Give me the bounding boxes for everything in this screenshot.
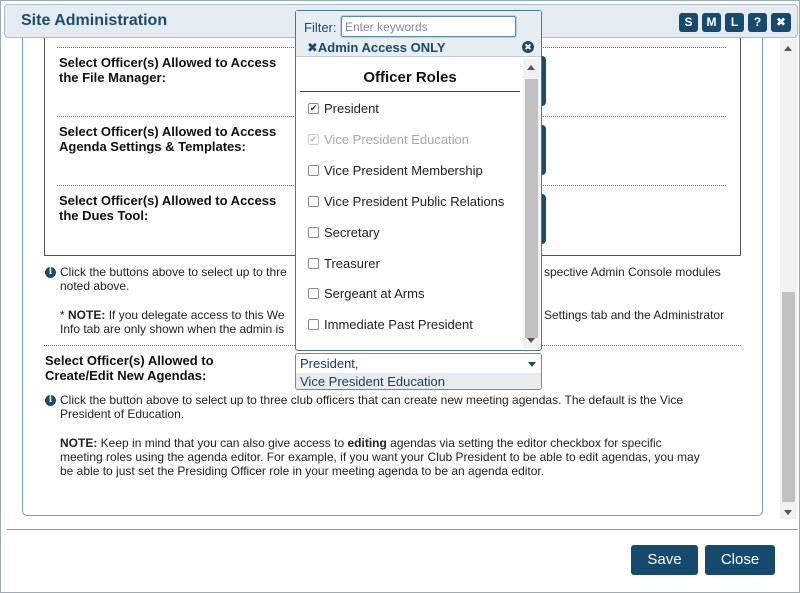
checkbox-icon[interactable] bbox=[308, 258, 319, 269]
info2-line2: President of Education. bbox=[60, 407, 185, 421]
officer-roles-popup bbox=[295, 10, 542, 351]
agenda-settings-label-line1: Select Officer(s) Allowed to Access bbox=[59, 124, 277, 139]
popup-scrollbar-thumb[interactable] bbox=[525, 79, 538, 338]
file-manager-label bbox=[59, 55, 276, 85]
size-small-button[interactable]: S bbox=[679, 13, 698, 32]
size-medium-button[interactable]: M bbox=[702, 13, 721, 32]
officer-option-label: Sergeant at Arms bbox=[324, 286, 425, 301]
info-icon: i bbox=[45, 267, 56, 278]
checkbox-checked-icon[interactable]: ✔ bbox=[309, 103, 318, 113]
info2-line4: meeting roles using the agenda editor. For example, if you want your Club President to be able to edit agendas, you may bbox=[60, 450, 700, 464]
officer-option-label: Vice President Membership bbox=[324, 163, 483, 178]
filter-label: Filter: bbox=[304, 20, 337, 35]
officer-option-label: Vice President Public Relations bbox=[324, 194, 505, 209]
officer-option-label: Vice President Education bbox=[324, 132, 470, 147]
scroll-up-arrow-icon[interactable] bbox=[527, 65, 535, 70]
note-label: NOTE: bbox=[60, 436, 98, 450]
scroll-up-arrow-icon[interactable] bbox=[784, 46, 792, 51]
info1-note-line1-left bbox=[60, 308, 285, 322]
agenda-settings-label bbox=[59, 124, 276, 154]
save-button[interactable]: Save bbox=[631, 545, 698, 575]
info1-note-line2-left: Info tab are only shown when the admin is bbox=[60, 322, 285, 336]
info2-note-line bbox=[60, 436, 662, 450]
close-window-button[interactable]: ✖ bbox=[771, 13, 791, 32]
officer-option-label: President bbox=[324, 101, 379, 116]
checkbox-icon[interactable] bbox=[308, 288, 319, 299]
note-text: agendas via setting the editor checkbox for specific bbox=[386, 436, 662, 450]
size-large-button[interactable]: L bbox=[725, 13, 744, 32]
info1-line1-right: spective Admin Console modules bbox=[544, 265, 721, 279]
clear-filter-icon[interactable]: ✖ bbox=[522, 41, 534, 53]
create-agendas-label bbox=[45, 353, 214, 383]
popup-header bbox=[296, 11, 541, 57]
note-emphasis: editing bbox=[347, 436, 387, 450]
info2-line1: Click the button above to select up to three club officers that can create new meeting agendas. The default is the Vice bbox=[60, 393, 684, 407]
filter-input[interactable] bbox=[341, 16, 516, 37]
checkbox-checked-icon: ✔ bbox=[309, 134, 318, 144]
dues-tool-label bbox=[59, 193, 276, 223]
checkbox-icon[interactable] bbox=[308, 165, 319, 176]
info2-line5: be able to just set the Presiding Officer role in your meeting agenda to be an agenda editor. bbox=[60, 464, 545, 478]
officer-option-label: Immediate Past President bbox=[324, 317, 473, 332]
agenda-settings-label-line2: Agenda Settings & Templates: bbox=[59, 139, 246, 154]
note-prefix: * bbox=[60, 308, 69, 322]
title-bar-buttons bbox=[675, 13, 791, 32]
chevron-down-icon bbox=[528, 362, 536, 367]
popup-scrollbar[interactable] bbox=[523, 59, 540, 349]
close-button[interactable]: Close bbox=[705, 545, 775, 575]
create-agendas-select[interactable] bbox=[295, 353, 542, 390]
dues-tool-label-line2: the Dues Tool: bbox=[59, 208, 149, 223]
selected-officer: President, bbox=[296, 354, 541, 373]
scroll-down-arrow-icon[interactable] bbox=[784, 510, 792, 515]
info1-line1-left: Click the buttons above to select up to thre bbox=[60, 265, 287, 279]
main-scrollbar[interactable] bbox=[780, 39, 797, 519]
dues-tool-label-line1: Select Officer(s) Allowed to Access bbox=[59, 193, 277, 208]
scrollbar-thumb[interactable] bbox=[782, 292, 795, 502]
info1-note-line1-right: Settings tab and the Administrator bbox=[544, 308, 725, 322]
file-manager-label-line2: the File Manager: bbox=[59, 70, 166, 85]
file-manager-label-line1: Select Officer(s) Allowed to Access bbox=[59, 55, 277, 70]
selected-officer: Vice President Education bbox=[296, 373, 541, 390]
checkbox-icon[interactable] bbox=[308, 319, 319, 330]
window-title: Site Administration bbox=[21, 12, 168, 29]
admin-access-only-toggle[interactable]: ✖Admin Access ONLY bbox=[307, 40, 446, 55]
create-agendas-label-line2: Create/Edit New Agendas: bbox=[45, 368, 207, 383]
create-agendas-label-line1: Select Officer(s) Allowed to bbox=[45, 353, 214, 368]
note-text: If you delegate access to this We bbox=[105, 308, 285, 322]
info1-line2: noted above. bbox=[60, 279, 130, 293]
heading-rule bbox=[300, 91, 520, 92]
checkbox-icon[interactable] bbox=[308, 227, 319, 238]
scroll-down-arrow-icon[interactable] bbox=[527, 338, 535, 343]
officer-option-label: Treasurer bbox=[324, 256, 380, 271]
officer-option-label: Secretary bbox=[324, 225, 380, 240]
checkbox-icon[interactable] bbox=[308, 196, 319, 207]
officer-roles-heading: Officer Roles bbox=[363, 69, 457, 86]
note-label: NOTE: bbox=[68, 308, 106, 322]
info-icon: i bbox=[45, 395, 56, 406]
help-button[interactable]: ? bbox=[748, 13, 767, 32]
note-text: Keep in mind that you can also give access to bbox=[97, 436, 348, 450]
footer-divider bbox=[7, 529, 798, 530]
